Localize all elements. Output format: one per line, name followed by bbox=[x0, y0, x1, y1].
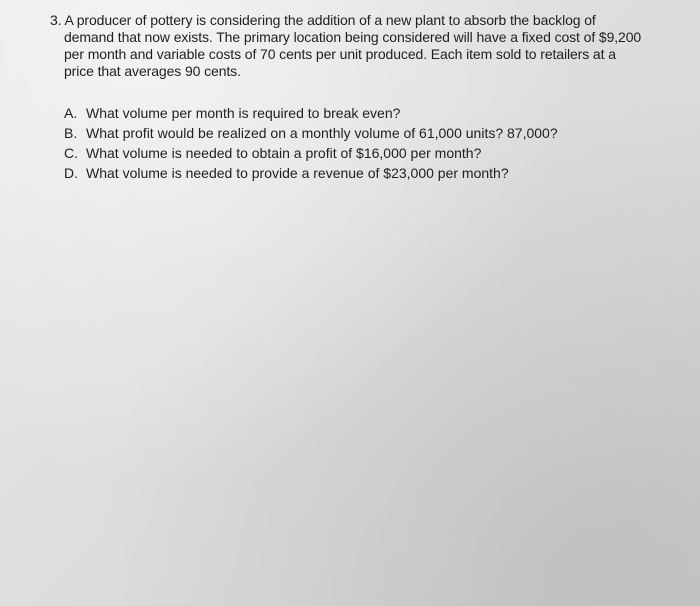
sub-question-letter: C. bbox=[64, 145, 78, 161]
question-statement bbox=[50, 12, 670, 80]
sub-question-c bbox=[64, 143, 664, 163]
sub-question-text: What volume is needed to provide a revenue of $23,000 per month? bbox=[86, 165, 509, 181]
sub-question-text: What volume is needed to obtain a profit of $16,000 per month? bbox=[86, 145, 482, 161]
sub-question-letter: B. bbox=[64, 125, 78, 141]
sub-question-a bbox=[64, 103, 664, 123]
sub-question-list bbox=[64, 103, 664, 183]
question-line-2: demand that now exists. The primary location being considered will have a fixed cost of $9,200 bbox=[64, 29, 642, 45]
sub-question-letter: D. bbox=[64, 165, 78, 181]
sub-question-text: What profit would be realized on a monthly volume of 61,000 units? 87,000? bbox=[86, 125, 558, 141]
sub-question-letter: A. bbox=[64, 105, 78, 121]
sub-question-text: What volume per month is required to break even? bbox=[86, 105, 401, 121]
sub-question-d bbox=[64, 163, 664, 183]
question-line-1: 3. A producer of pottery is considering the addition of a new plant to absorb the backlog of bbox=[50, 12, 596, 28]
question-line-3: per month and variable costs of 70 cents per unit produced. Each item sold to retailers at a bbox=[64, 46, 616, 62]
sub-question-b bbox=[64, 123, 664, 143]
question-line-4: price that averages 90 cents. bbox=[64, 63, 241, 79]
